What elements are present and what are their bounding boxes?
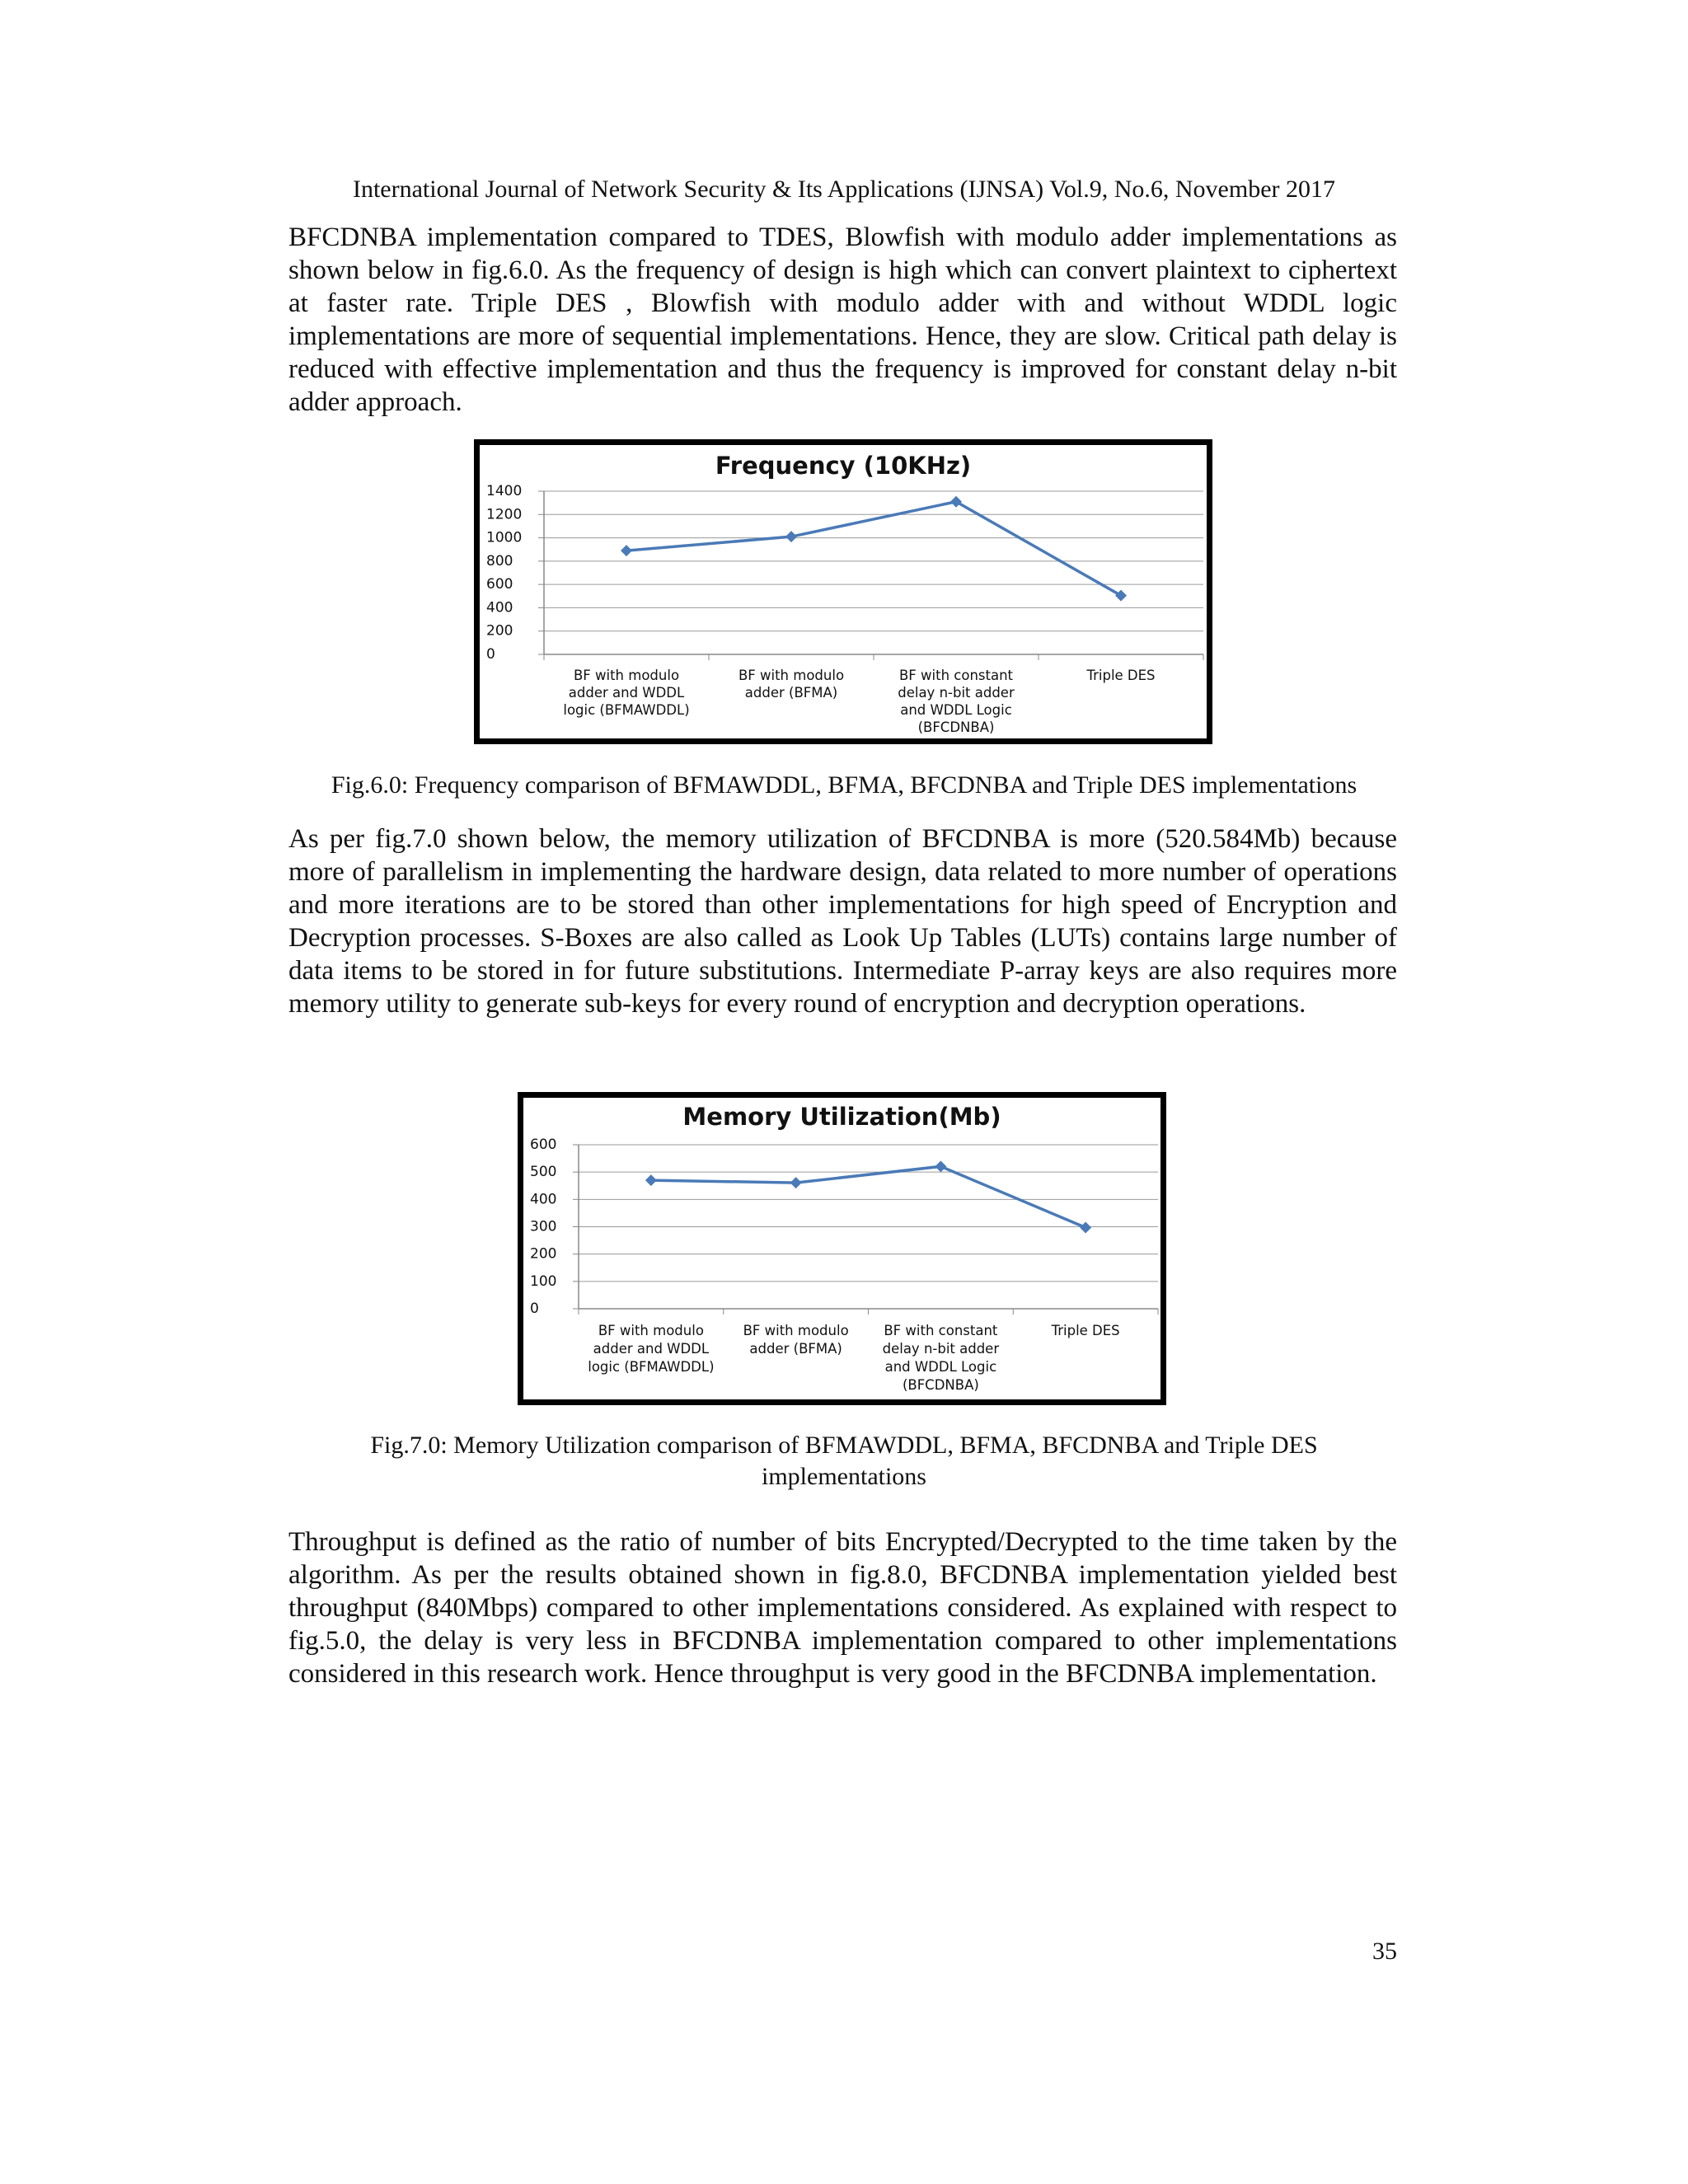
caption-fig6: Fig.6.0: Frequency comparison of BFMAWDDL, BFMA, BFCDNBA and Triple DES implementations: [331, 771, 1357, 799]
x-category-label: BF with modulo adder and WDDL logic (BFMAWDDL): [588, 1323, 715, 1375]
data-point: [621, 545, 632, 556]
x-category-label: Triple DES: [1086, 668, 1156, 683]
y-tick-label: 0: [486, 646, 495, 663]
journal-header: International Journal of Network Security & Its Applications (IJNSA) Vol.9, No.6, November 2017: [352, 176, 1336, 203]
data-point: [935, 1160, 946, 1172]
caption-fig7: [0, 1430, 1688, 1493]
data-point: [645, 1174, 657, 1186]
y-tick-label: 200: [530, 1245, 557, 1263]
x-category-label: BF with constant delay n-bit adder and WDDL Logic (BFCDNBA): [882, 1323, 1000, 1393]
figure-memory-chart: [518, 1092, 1166, 1405]
data-point: [1080, 1221, 1091, 1233]
paragraph-memory: As per fig.7.0 shown below, the memory utilization of BFCDNBA is more (520.584Mb) because more of parallelism in implementing the hardware design, data related to more number of operations and more iterations are to be stored than other implementations for high speed of Encryption and Decryption processes. S-Boxes are also called as Look Up Tables (LUTs) contains large number of data items to be stored in for future substitutions. Intermediate P-array keys are also requires more memory utility to generate sub-keys for every round of encryption and decryption operations.: [288, 824, 1397, 1019]
data-point: [790, 1177, 802, 1188]
paragraph-frequency: BFCDNBA implementation compared to TDES, Blowfish with modulo adder implementations as shown below in fig.6.0. As the frequency of design is high which can convert plaintext to ciphertext at faster rate. Triple DES , Blowfish with modulo adder with and without WDDL logic implementations are more of sequential implementations. Hence, they are slow. Critical path delay is reduced with effective implementation and thus the frequency is improved for constant delay n-bit adder approach.: [288, 223, 1397, 417]
paragraph-throughput: Throughput is defined as the ratio of number of bits Encrypted/Decrypted to the time taken by the algorithm. As per the results obtained shown in fig.8.0, BFCDNBA implementation yielded best throughput (840Mbps) compared to other implementations considered. As explained with respect to fig.5.0, the delay is very less in BFCDNBA implementation compared to other implementations considered in this research work. Hence throughput is very good in the BFCDNBA implementation.: [288, 1527, 1397, 1689]
x-category-label: BF with modulo adder (BFMA): [738, 668, 845, 701]
x-category-label: BF with constant delay n-bit adder and WDDL Logic (BFCDNBA): [898, 668, 1015, 735]
x-category-label: BF with modulo adder and WDDL logic (BFMAWDDL): [563, 668, 690, 718]
chart-title: Memory Utilization(Mb): [682, 1103, 1001, 1131]
y-tick-label: 300: [530, 1218, 557, 1235]
y-tick-label: 600: [530, 1137, 557, 1153]
y-tick-label: 400: [486, 599, 513, 616]
y-tick-label: 500: [530, 1164, 557, 1181]
x-category-label: Triple DES: [1051, 1323, 1120, 1338]
y-tick-label: 800: [486, 552, 513, 569]
data-point: [785, 531, 797, 542]
figure-frequency-chart: [474, 439, 1212, 744]
y-tick-label: 1000: [486, 529, 523, 546]
y-tick-label: 200: [486, 622, 513, 640]
page-number: 35: [1372, 1938, 1397, 1965]
caption-fig7-line2: implementations: [762, 1463, 926, 1490]
series-line: [651, 1166, 1085, 1227]
x-category-label: BF with modulo adder (BFMA): [743, 1323, 849, 1357]
y-tick-label: 1200: [486, 506, 523, 523]
chart-title: Frequency (10KHz): [715, 452, 972, 480]
frequency-chart: [480, 445, 1207, 738]
y-tick-label: 1400: [486, 483, 523, 499]
memory-chart: [523, 1098, 1160, 1399]
y-tick-label: 400: [530, 1191, 557, 1208]
y-tick-label: 600: [486, 576, 513, 593]
y-tick-label: 100: [530, 1272, 557, 1290]
data-point: [1115, 590, 1127, 602]
y-tick-label: 0: [530, 1301, 539, 1317]
caption-fig7-line1: Fig.7.0: Memory Utilization comparison of BFMAWDDL, BFMA, BFCDNBA and Triple DES: [370, 1432, 1318, 1459]
data-point: [950, 496, 962, 508]
series-line: [626, 502, 1121, 596]
